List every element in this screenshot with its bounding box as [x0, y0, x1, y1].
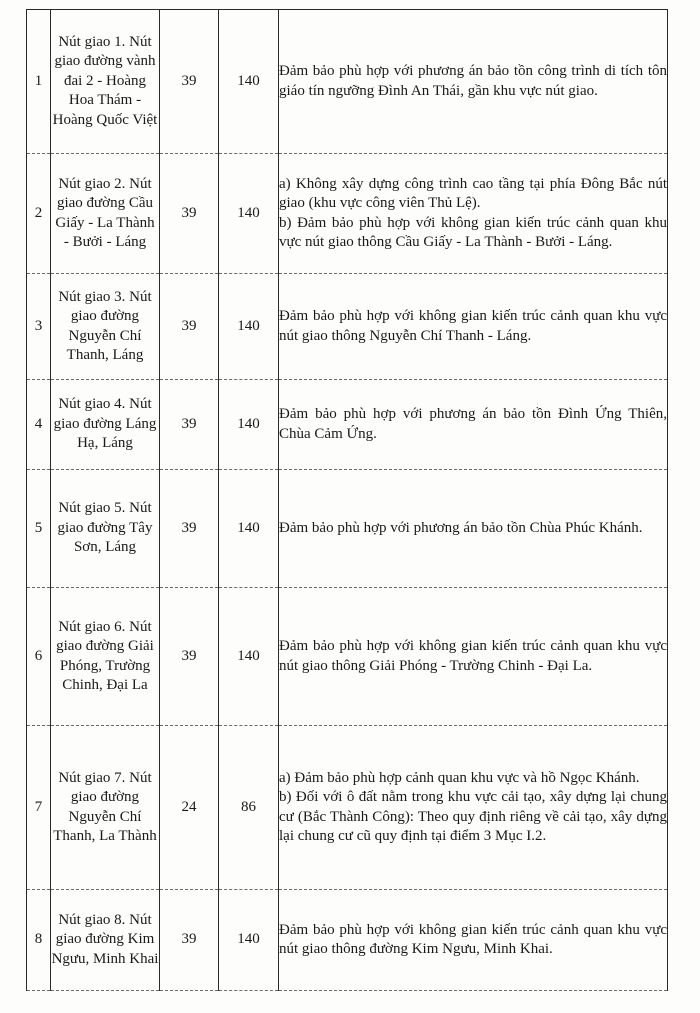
- requirement-text: Đảm bảo phù hợp với không gian kiến trúc cảnh quan khu vực nút giao thông Nguyễn Chí Thanh - Láng.: [279, 308, 667, 344]
- distance-value: 140: [219, 274, 279, 380]
- distance-value: 140: [219, 10, 279, 154]
- row-number: 6: [27, 588, 51, 726]
- requirement-cell: [279, 890, 668, 991]
- distance-value: 140: [219, 470, 279, 588]
- requirement-text: Đảm bảo phù hợp với phương án bảo tồn Chùa Phúc Khánh.: [279, 519, 643, 536]
- requirement-text: b) Đối với ô đất nằm trong khu vực cải tạo, xây dựng lại chung cư (Bắc Thành Công): Theo quy định riêng về cải tạo, xây dựng lại chung cư cũ quy định tại điểm 3 Mục I.2.: [279, 789, 667, 844]
- height-value: 39: [160, 154, 219, 274]
- height-value: 39: [160, 470, 219, 588]
- requirement-text: Đảm bảo phù hợp với không gian kiến trúc cảnh quan khu vực nút giao thông Giải Phóng - Trường Chinh - Đại La.: [279, 638, 667, 674]
- table-row: [27, 274, 668, 380]
- row-number: 5: [27, 470, 51, 588]
- requirement-text: Đảm bảo phù hợp với phương án bảo tồn công trình di tích tôn giáo tín ngưỡng Đình An Thái, gần khu vực nút giao.: [279, 63, 667, 99]
- intersection-name: Nút giao 8. Nút giao đường Kim Ngưu, Minh Khai: [51, 890, 160, 991]
- intersection-table: [26, 9, 668, 991]
- row-number: 7: [27, 726, 51, 890]
- row-number: 1: [27, 10, 51, 154]
- intersection-name: Nút giao 6. Nút giao đường Giải Phóng, Trường Chinh, Đại La: [51, 588, 160, 726]
- table-row: [27, 588, 668, 726]
- distance-value: 86: [219, 726, 279, 890]
- height-value: 39: [160, 10, 219, 154]
- table-row: [27, 154, 668, 274]
- intersection-name: Nút giao 4. Nút giao đường Láng Hạ, Láng: [51, 380, 160, 470]
- row-number: 4: [27, 380, 51, 470]
- intersection-name: Nút giao 1. Nút giao đường vành đai 2 - Hoàng Hoa Thám - Hoàng Quốc Việt: [51, 10, 160, 154]
- distance-value: 140: [219, 380, 279, 470]
- intersection-name: Nút giao 7. Nút giao đường Nguyễn Chí Thanh, La Thành: [51, 726, 160, 890]
- table-row: [27, 10, 668, 154]
- requirement-cell: [279, 726, 668, 890]
- requirement-text: a) Không xây dựng công trình cao tầng tại phía Đông Bắc nút giao (khu vực công viên Thủ Lệ).: [279, 175, 667, 211]
- table-row: [27, 380, 668, 470]
- table-row: [27, 470, 668, 588]
- intersection-name: Nút giao 2. Nút giao đường Cầu Giấy - La Thành - Bưởi - Láng: [51, 154, 160, 274]
- distance-value: 140: [219, 890, 279, 991]
- distance-value: 140: [219, 154, 279, 274]
- height-value: 24: [160, 726, 219, 890]
- row-number: 2: [27, 154, 51, 274]
- requirement-cell: [279, 274, 668, 380]
- table-row: [27, 890, 668, 991]
- intersection-name: Nút giao 3. Nút giao đường Nguyễn Chí Thanh, Láng: [51, 274, 160, 380]
- requirement-cell: [279, 10, 668, 154]
- row-number: 3: [27, 274, 51, 380]
- height-value: 39: [160, 890, 219, 991]
- requirement-text: Đảm bảo phù hợp với không gian kiến trúc cảnh quan khu vực nút giao thông đường Kim Ngưu, Minh Khai.: [279, 921, 667, 957]
- height-value: 39: [160, 380, 219, 470]
- requirement-cell: [279, 470, 668, 588]
- distance-value: 140: [219, 588, 279, 726]
- table-row: [27, 726, 668, 890]
- row-number: 8: [27, 890, 51, 991]
- requirement-cell: [279, 588, 668, 726]
- intersection-name: Nút giao 5. Nút giao đường Tây Sơn, Láng: [51, 470, 160, 588]
- requirement-text: Đảm bảo phù hợp với phương án bảo tồn Đình Ứng Thiên, Chùa Cảm Ứng.: [279, 406, 667, 442]
- height-value: 39: [160, 274, 219, 380]
- requirement-text: a) Đảm bảo phù hợp cảnh quan khu vực và hồ Ngọc Khánh.: [279, 769, 640, 786]
- requirement-text: b) Đảm bảo phù hợp với không gian kiến trúc cảnh quan khu vực nút giao thông Cầu Giấy - La Thành - Bưởi - Láng.: [279, 214, 667, 250]
- requirement-cell: [279, 154, 668, 274]
- height-value: 39: [160, 588, 219, 726]
- requirement-cell: [279, 380, 668, 470]
